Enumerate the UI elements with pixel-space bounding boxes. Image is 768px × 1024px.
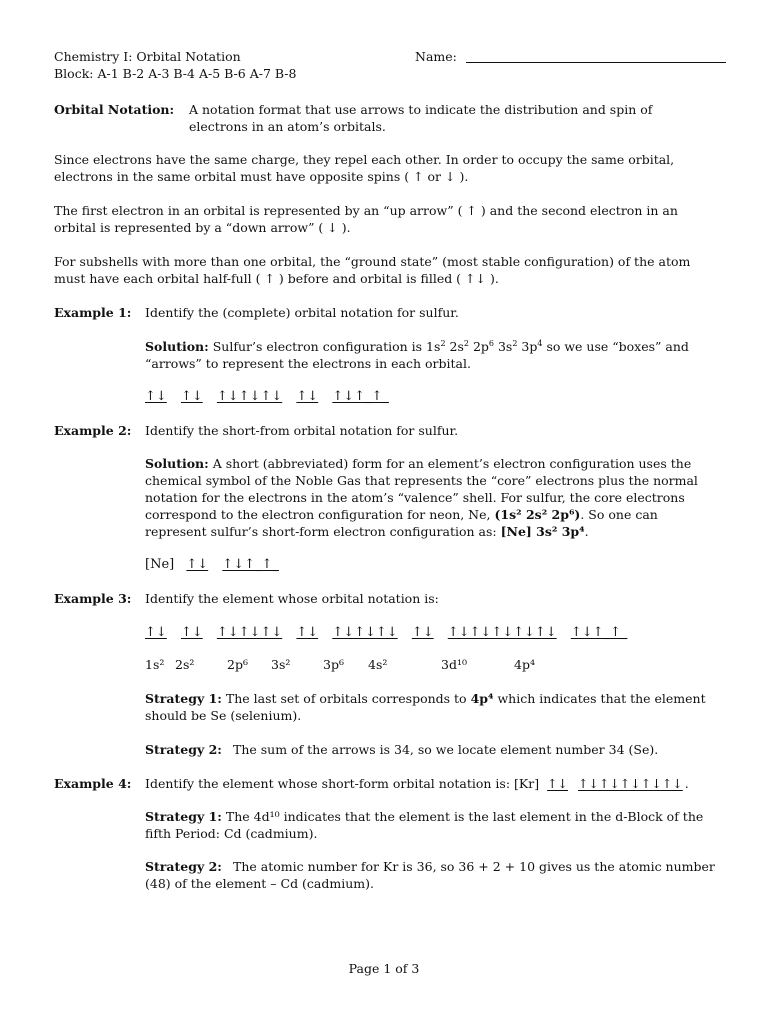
definition-term: Orbital Notation: (54, 102, 175, 117)
paragraph-repel: Since electrons have the same charge, they repel each other. In order to occupy the same orbital, electrons in the same orbital must have opposite spins ( ↑ or ↓ ). (54, 152, 675, 184)
strategy-label: Strategy 2: (145, 859, 222, 874)
definition-text: A notation format that use arrows to indicate the distribution and spin of electrons in an atom’s orbitals. (189, 102, 653, 134)
orbital-box: ↑↓↑_↑_ (570, 625, 628, 640)
solution-label: Solution: (145, 456, 209, 471)
example1-label: Example 1: (54, 305, 132, 320)
course-title: Chemistry I: Orbital Notation (54, 49, 241, 64)
example1-orbital-notation (145, 388, 391, 405)
paragraph-arrows: The first electron in an orbital is represented by an “up arrow” ( ↑ ) and the second electron in an orbital is represented by a “down arrow” ( ↓ ). (54, 203, 678, 235)
orbital-box: ↑↓ (296, 389, 319, 404)
example4-label: Example 4: (54, 776, 132, 791)
example3-strategy2: Strategy 2: The sum of the arrows is 34, so we locate element number 34 (Se). (145, 742, 659, 757)
strategy-label: Strategy 1: (145, 809, 222, 824)
solution-label: Solution: (145, 339, 209, 354)
sublevel-label: 3d¹⁰ (441, 657, 467, 672)
example1-prompt: Identify the (complete) orbital notation for sulfur. (145, 305, 459, 320)
orbital-box: ↑↓ (180, 389, 203, 404)
orbital-box: ↑↓↑↓↑↓ (332, 625, 398, 640)
sublevel-label: 4p⁴ (514, 657, 535, 672)
example3-strategy1: Strategy 1: The last set of orbitals corresponds to 4p⁴ which indicates that the element should be Se (selenium). (145, 691, 706, 723)
sublevel-label: 1s² (145, 657, 165, 672)
example4-strategy2: Strategy 2: The atomic number for Kr is 36, so 36 + 2 + 10 gives us the atomic number (48) of the element – Cd (cadmium). (145, 859, 715, 891)
example3-label: Example 3: (54, 591, 132, 606)
example4-strategy1: Strategy 1: The 4d¹⁰ indicates that the element is the last element in the d-Block of the fifth Period: Cd (cadmium). (145, 809, 704, 841)
orbital-box: ↑↓↑_↑_ (222, 557, 279, 572)
orbital-box: ↑↓↑↓↑↓ (216, 389, 283, 404)
name-blank-line[interactable] (466, 62, 726, 63)
block-line: Block: A-1 B-2 A-3 B-4 A-5 B-6 A-7 B-8 (54, 66, 297, 81)
example2-label: Example 2: (54, 423, 132, 438)
example2-orbital-notation (145, 556, 281, 573)
example2-solution: Solution: A short (abbreviated) form for an element’s electron configuration uses the chemical symbol of the Noble Gas that represents the “core” electrons plus the normal notation for the electrons in the atom’s “valence” shell. For sulfur, the core electrons correspond to the electron configuration for neon, Ne, (1s² 2s² 2p⁶). So one can represent sulfur’s short-form electron configuration as: [Ne] 3s² 3p⁴. (145, 456, 698, 539)
example1-solution: Solution: Sulfur’s electron configuration is $1s^2$ $2s^2$ $2p^6$ $3s^2$ $3p^4$ so we use “boxes” and “arrows” to represent the electrons in each orbital. (145, 338, 689, 371)
orbital-box: ↑↓ (180, 625, 203, 640)
paragraph-ground-state: For subshells with more than one orbital, the “ground state” (most stable configuration) of the atom must have each orbital half-full ( ↑ ) before and orbital is filled ( ↑↓ ). (54, 254, 691, 286)
orbital-box: ↑↓ (186, 557, 209, 572)
sublevel-label: 4s² (368, 657, 388, 672)
name-label: Name: (415, 49, 457, 64)
strategy-label: Strategy 2: (145, 742, 222, 757)
orbital-box: ↑↓↑_↑_ (332, 389, 389, 404)
example2-prompt: Identify the short-from orbital notation for sulfur. (145, 423, 459, 438)
sublevel-label: 3p⁶ (323, 657, 344, 672)
orbital-box: ↑↓ (145, 389, 167, 404)
noble-gas-core: [Ne] (145, 557, 175, 572)
strategy-label: Strategy 1: (145, 691, 222, 706)
orbital-box: ↑↓ (547, 776, 569, 791)
orbital-box: ↑↓↑↓↑↓↑↓↑↓ (578, 776, 683, 791)
orbital-box: ↑↓ (411, 625, 434, 640)
sublevel-label: 2s² (175, 657, 195, 672)
sublevel-label: 2p⁶ (227, 657, 248, 672)
orbital-box: ↑↓↑↓↑↓ (216, 625, 283, 640)
example3-sublevel-labels (0, 656, 768, 674)
sublevel-label: 3s² (271, 657, 291, 672)
example3-orbital-notation (145, 624, 629, 641)
orbital-box: ↑↓ (145, 625, 167, 640)
example3-prompt: Identify the element whose orbital notation is: (145, 591, 439, 606)
orbital-box: ↑↓↑↓↑↓↑↓↑↓ (447, 625, 557, 640)
example4-prompt: Identify the element whose short-form orbital notation is: [Kr] ↑↓ ↑↓↑↓↑↓↑↓↑↓ . (145, 776, 689, 791)
page-number: Page 1 of 3 (348, 961, 420, 976)
orbital-box: ↑↓ (296, 625, 319, 640)
